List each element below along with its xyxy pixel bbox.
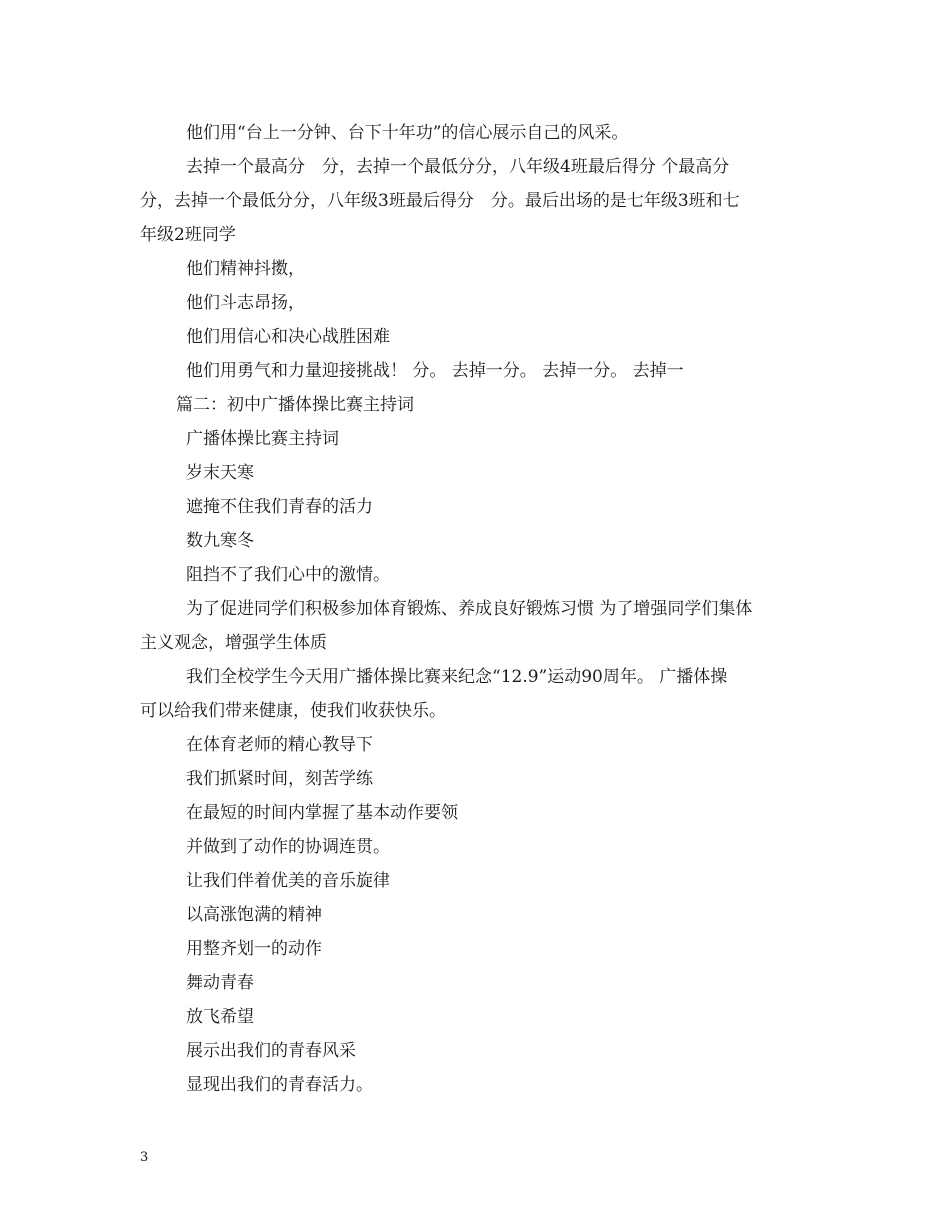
paragraph-line: 我们抓紧时间，刻苦学练 (186, 769, 373, 789)
paragraph-line: 展示出我们的青春风采 (186, 1041, 356, 1061)
paragraph-line: 为了促进同学们积极参加体育锻炼、养成良好锻炼习惯 为了增强同学们集体 (186, 599, 753, 619)
page-number: 3 (140, 1150, 149, 1165)
document-body (140, 116, 815, 1102)
paragraph-line: 遮掩不住我们青春的活力 (186, 497, 373, 517)
paragraph-line: 放飞希望 (186, 1007, 254, 1027)
paragraph-line: 阻挡不了我们心中的激情。 (186, 565, 390, 585)
paragraph-line: 他们用勇气和力量迎接挑战！ 分。 去掉一分。 去掉一分。 去掉一 (186, 361, 684, 381)
paragraph-line: 去掉一个最高分 分，去掉一个最低分分，八年级4班最后得分 个最高分 (186, 157, 730, 177)
paragraph-line: 他们精神抖擞， (186, 259, 305, 279)
document-title: 广播体操比赛主持词 (186, 429, 339, 449)
paragraph-line: 数九寒冬 (186, 531, 254, 551)
paragraph-line: 让我们伴着优美的音乐旋律 (186, 871, 390, 891)
section-heading: 篇二：初中广播体操比赛主持词 (176, 395, 414, 415)
paragraph-line: 可以给我们带来健康，使我们收获快乐。 (140, 701, 446, 721)
paragraph-line: 岁末天寒 (186, 463, 254, 483)
paragraph-line: 他们斗志昂扬， (186, 293, 305, 313)
paragraph-line: 舞动青春 (186, 973, 254, 993)
paragraph-line: 我们全校学生今天用广播体操比赛来纪念“12.9”运动90周年。 广播体操 (186, 667, 728, 687)
paragraph-line: 显现出我们的青春活力。 (186, 1075, 373, 1095)
paragraph-line: 在体育老师的精心教导下 (186, 735, 373, 755)
paragraph-line: 以高涨饱满的精神 (186, 905, 322, 925)
paragraph-line: 主义观念，增强学生体质 (140, 633, 327, 653)
paragraph-line: 年级2班同学 (140, 225, 236, 245)
paragraph-line: 他们用信心和决心战胜困难 (186, 327, 390, 347)
paragraph-line: 并做到了动作的协调连贯。 (186, 837, 390, 857)
paragraph-line: 在最短的时间内掌握了基本动作要领 (186, 803, 458, 823)
paragraph-line: 用整齐划一的动作 (186, 939, 322, 959)
paragraph-line: 分，去掉一个最低分分，八年级3班最后得分 分。最后出场的是七年级3班和七 (140, 191, 740, 211)
paragraph-line: 他们用“台上一分钟、台下十年功”的信心展示自己的风采。 (186, 123, 629, 143)
